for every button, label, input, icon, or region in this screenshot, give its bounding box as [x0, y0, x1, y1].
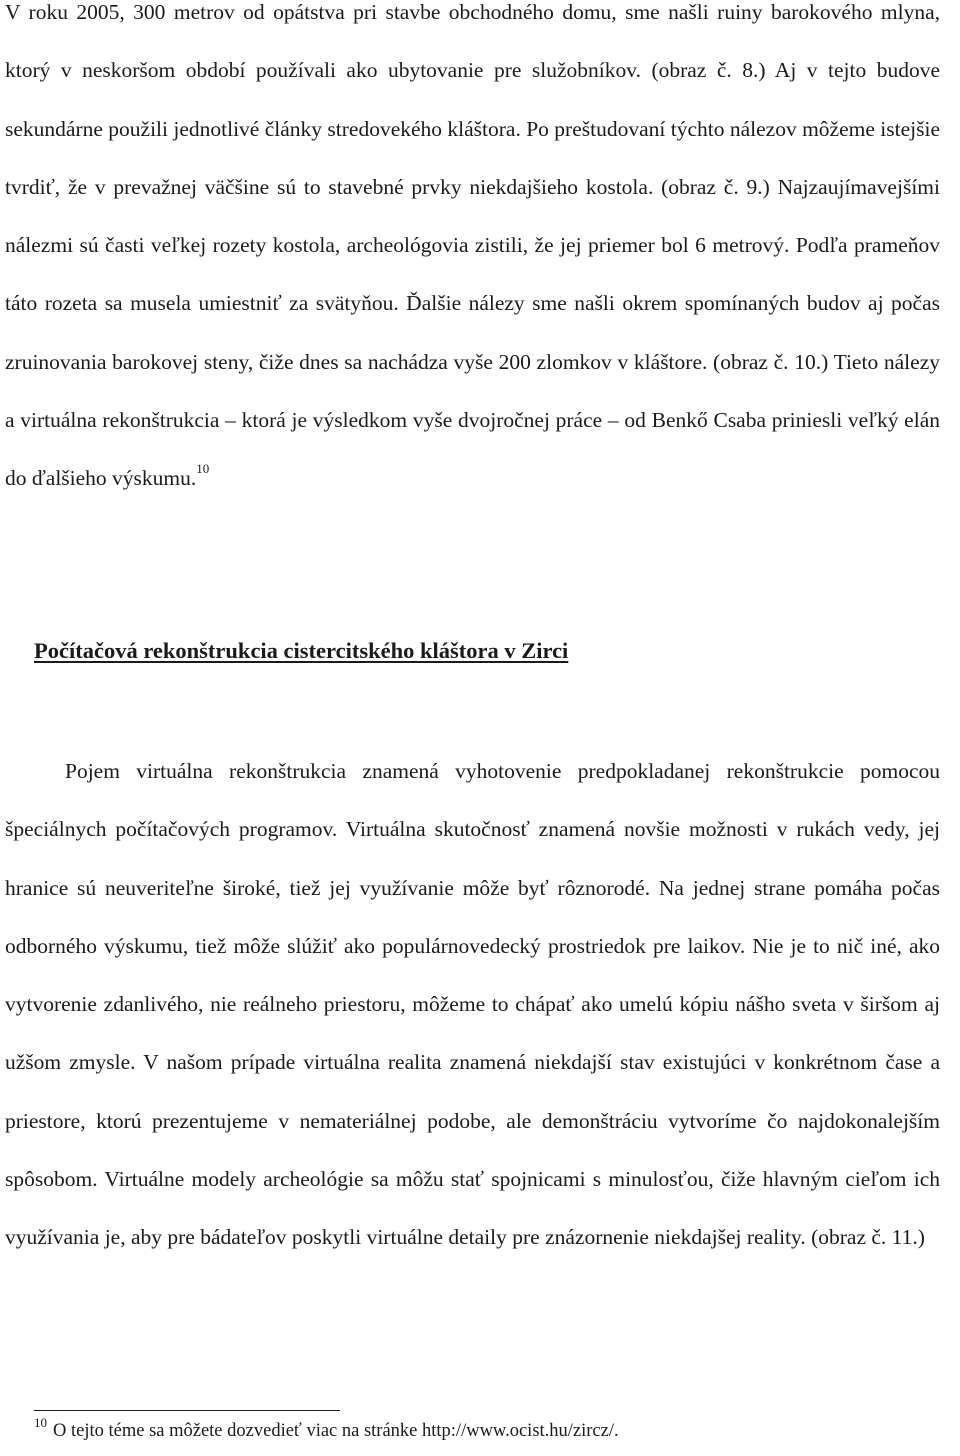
- footnote-number: 10: [34, 1415, 47, 1430]
- footnote-reference[interactable]: 10: [196, 461, 210, 477]
- paragraph-1-text: V roku 2005, 300 metrov od opátstva pri stavbe obchodného domu, sme našli ruiny barokového mlyna, ktorý v neskoršom období používali ako ubytovanie pre služobníkov. (obraz č. 8.) Aj v tejto budove sekundárne použili jednotlivé články stredovekého kláštora. Po preštudovaní týchto nálezov môžeme istejšie tvrdiť, že v prevažnej väčšine sú to stavebné prvky niekdajšieho kostola. (obraz č. 9.) Najzaujímavejšími nálezmi sú časti veľkej rozety kostola, archeológovia zistili, že jej priemer bol 6 metrový. Podľa prameňov táto rozeta sa musela umiestniť za svätyňou. Ďalšie nálezy sme našli okrem spomínaných budov aj počas zruinovania barokovej steny, čiže dnes sa nachádza vyše 200 zlomkov v kláštore. (obraz č. 10.) Tieto nálezy a virtuálna rekonštrukcia – ktorá je výsledkom vyše dvojročnej práce – od Benkő Csaba priniesli veľký elán do ďalšieho výskumu.: [5, 0, 940, 491]
- body-paragraph-2: Pojem virtuálna rekonštrukcia znamená vyhotovenie predpokladanej rekonštrukcie pomocou špeciálnych počítačových programov. Virtuálna skutočnosť znamená novšie možnosti v rukách vedy, jej hranice sú neuveriteľne široké, tiež jej využívanie môže byť rôznorodé. Na jednej strane pomáha počas odborného výskumu, tiež môže slúžiť ako populárnovedecký prostriedok pre laikov. Nie je to nič iné, ako vytvorenie zdanlivého, nie reálneho priestoru, môžeme to chápať ako umelú kópiu nášho sveta v širšom aj užšom zmysle. V našom prípade virtuálna realita znamená niekdajší stav existujúci v konkrétnom čase a priestore, ktorú prezentujeme v nemateriálnej podobe, ale demonštráciu vytvoríme čo najdokonalejším spôsobom. Virtuálne modely archeológie sa môžu stať spojnicami s minulosťou, čiže hlavným cieľom ich využívania je, aby pre bádateľov poskytli virtuálne detaily pre znázornenie niekdajšej reality. (obraz č. 11.): [5, 759, 940, 1250]
- footnote-separator: [34, 1410, 340, 1411]
- section-heading: Počítačová rekonštrukcia cistercitského kláštora v Zirci: [34, 638, 569, 663]
- body-paragraph-1: [5, 0, 940, 508]
- footnote: [34, 1415, 619, 1444]
- footnote-text: O tejto téme sa môžete dozvedieť viac na stránke http://www.ocist.hu/zircz/.: [53, 1421, 619, 1441]
